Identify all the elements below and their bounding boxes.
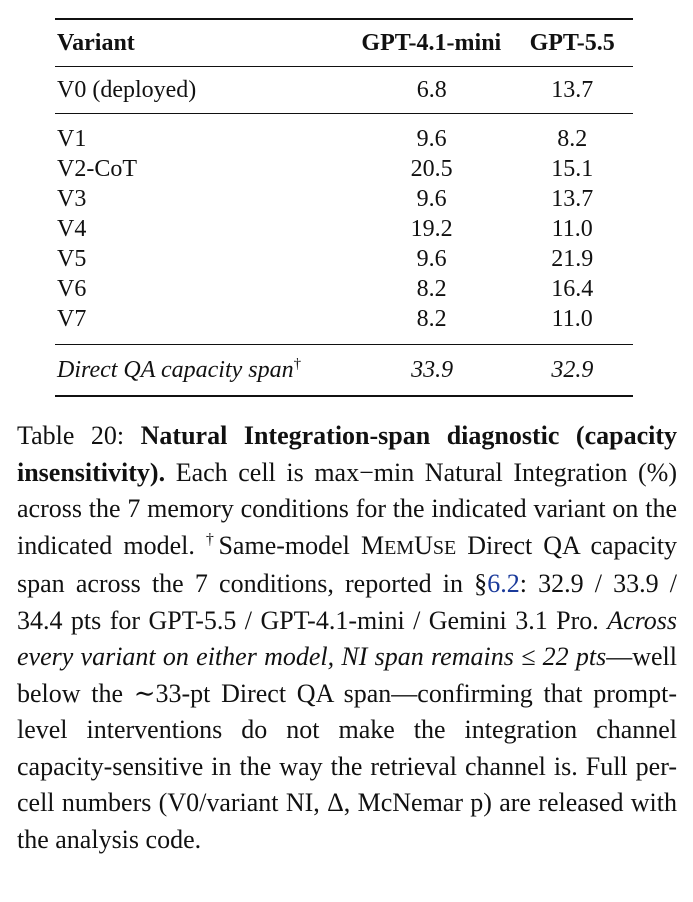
cell-gpt55: 13.7 (551, 186, 594, 212)
cell-gpt41mini: 6.8 (416, 76, 447, 103)
cell-gpt55: 15.1 (551, 156, 594, 182)
bottom-rule (55, 395, 633, 397)
table-row (55, 184, 633, 214)
cell-gpt41mini: 19.2 (410, 216, 453, 242)
table-row (55, 274, 633, 304)
caption-title: Natural Integration-span diagnostic (capacity insensitivity). (17, 421, 678, 487)
cell-gpt55: 13.7 (551, 76, 594, 103)
header-gpt55: GPT-5.5 (529, 29, 615, 56)
caption-italic-claim: Across every variant on either model, NI span remains ≤ 22 pts (17, 605, 677, 671)
cell-gpt55: 11.0 (551, 306, 593, 332)
results-table (55, 18, 633, 397)
cell-variant: V6 (57, 276, 87, 302)
cell-variant: V7 (57, 306, 87, 332)
table-row (55, 124, 633, 154)
header-gpt41mini: GPT-4.1-mini (361, 29, 502, 56)
header-row (55, 20, 633, 66)
table-row (55, 244, 633, 274)
table-row (55, 154, 633, 184)
cell-gpt55: 16.4 (551, 276, 594, 302)
span-label: Direct QA capacity span (57, 356, 294, 383)
dagger-marker: † (293, 355, 302, 372)
cell-gpt41mini: 33.9 (411, 356, 454, 383)
table-row-span (55, 345, 633, 395)
cell-variant: V5 (57, 246, 87, 272)
cell-gpt41mini: 20.5 (410, 156, 453, 182)
caption-dagger: † (205, 530, 219, 548)
cell-gpt41mini: 8.2 (416, 306, 447, 332)
memuse-name: MEMUSE (360, 530, 457, 560)
cell-variant: V1 (57, 126, 87, 152)
caption-sentence-2-end: : 32.9 / 33.9 / 34.4 pts for GPT-5.5 / GPT-4.1-mini / Gemini 3.1 Pro. (17, 569, 677, 635)
table-caption (17, 418, 677, 858)
cell-variant: V3 (57, 186, 87, 212)
cell-variant: V4 (57, 216, 87, 242)
cell-variant: V2-CoT (57, 156, 137, 182)
caption-same-model: Same-model (218, 530, 350, 560)
cell-gpt55: 11.0 (551, 216, 593, 242)
cell-gpt55: 8.2 (557, 126, 588, 152)
header-variant: Variant (57, 29, 135, 56)
caption-sentence-2: Direct QA capacity span across the 7 conditions, reported in § (17, 530, 678, 598)
table-row (55, 214, 633, 244)
caption-label: Table 20: (17, 421, 125, 450)
cell-gpt41mini: 8.2 (416, 276, 447, 302)
table-row-baseline (55, 67, 633, 113)
cell-gpt41mini: 9.6 (416, 186, 447, 212)
cell-gpt55: 32.9 (551, 356, 594, 383)
caption-sentence-3: —well below the ∼33-pt Direct QA span—confirming that prompt-level interventions do not make the integration channel capacity-sensitive in the way the retrieval channel is. Full per-cell numbers (V0/variant NI, Δ, McNemar p) are released with the analysis code. (17, 642, 677, 854)
caption-sentence-1: Each cell is max−min Natural Integration (%) across the 7 memory conditions for the indicated variant on the indicated model. (17, 457, 677, 560)
cell-gpt55: 21.9 (551, 246, 594, 272)
table-row (55, 304, 633, 334)
cell-gpt41mini: 9.6 (416, 126, 447, 152)
section-ref-link[interactable]: 6.2 (487, 569, 520, 598)
cell-variant: V0 (deployed) (57, 76, 197, 103)
cell-gpt41mini: 9.6 (416, 246, 447, 272)
